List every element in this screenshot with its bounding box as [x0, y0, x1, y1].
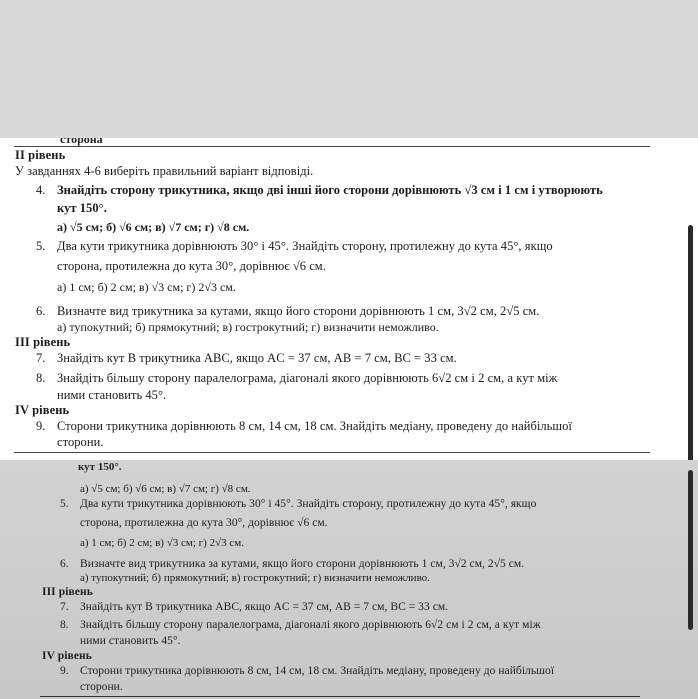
task-6-number: 6.	[36, 304, 46, 318]
task-4-line-2: кут 150°.	[57, 201, 107, 215]
instruction-text: У завданнях 4-6 виберіть правильний варіант відповіді.	[15, 164, 314, 178]
dim-task-5-line-2: сторона, протилежна до кута 30°, дорівнює √6 см.	[80, 517, 328, 529]
dim-task-6-answers: а) тупокутний; б) прямокутний; в) гострокутний; г) визначити неможливо.	[80, 572, 430, 584]
task-7-line-1: Знайдіть кут B трикутника ABC, якщо AC = 37 см, AB = 7 см, BC = 33 см.	[57, 351, 457, 365]
dim-task-8-number: 8.	[60, 619, 69, 631]
task-8-line-2: ними становить 45°.	[57, 388, 167, 402]
task-4-line-1: Знайдіть сторону трикутника, якщо дві інші його сторони дорівнюють √3 см і 1 см і утворюють	[57, 183, 603, 197]
task-4-number: 4.	[36, 183, 46, 197]
dim-cut-off-text: кут 150°.	[78, 461, 122, 473]
top-rule	[14, 146, 650, 147]
dim-task-5-line-1: Два кути трикутника дорівнюють 30° і 45°. Знайдіть сторону, протилежну до кута 45°, якщо	[80, 498, 537, 510]
dim-task-9-line-1: Сторони трикутника дорівнюють 8 см, 14 см, 18 см. Знайдіть медіану, проведену до найбільшої	[80, 665, 555, 677]
dim-task-5-answers: а) 1 см; б) 2 см; в) √3 см; г) 2√3 см.	[80, 537, 244, 549]
task-4-answers: а) √5 см; б) √6 см; в) √7 см; г) √8 см.	[57, 220, 250, 234]
dim-task-7-number: 7.	[60, 601, 69, 613]
cut-off-text: сторона	[60, 138, 103, 146]
dim-task-4-answers: а) √5 см; б) √6 см; в) √7 см; г) √8 см.	[80, 483, 251, 495]
task-8-line-1: Знайдіть більшу сторону паралелограма, діагоналі якого дорівнюють 6√2 см і 2 см, а кут між	[57, 371, 558, 385]
dim-task-9-number: 9.	[60, 665, 69, 677]
scrollbar-thumb-top[interactable]	[688, 225, 693, 465]
dim-task-5-number: 5.	[60, 498, 69, 510]
scrollbar-thumb-bottom[interactable]	[688, 470, 693, 630]
task-9-line-2: сторони.	[57, 435, 104, 449]
task-5-number: 5.	[36, 239, 46, 253]
task-5-line-2: сторона, протилежна до кута 30°, дорівнює √6 см.	[57, 259, 326, 273]
task-5-answers: а) 1 см; б) 2 см; в) √3 см; г) 2√3 см.	[57, 280, 236, 294]
dim-task-8-line-1: Знайдіть більшу сторону паралелограма, діагоналі якого дорівнюють 6√2 см і 2 см, а кут між	[80, 619, 541, 631]
dim-bottom-rule	[40, 696, 640, 697]
level-2-heading: II рівень	[15, 148, 66, 162]
dim-task-6-number: 6.	[60, 558, 69, 570]
task-6-answers: а) тупокутний; б) прямокутний; в) гострокутний; г) визначити неможливо.	[57, 320, 439, 334]
document-main-crop	[0, 138, 698, 460]
bottom-rule	[14, 452, 650, 453]
task-8-number: 8.	[36, 371, 46, 385]
level-3-heading: III рівень	[15, 335, 71, 349]
level-4-heading: IV рівень	[15, 403, 70, 417]
dim-task-8-line-2: ними становить 45°.	[80, 635, 181, 647]
dim-level-3-heading: III рівень	[42, 586, 93, 598]
task-9-number: 9.	[36, 419, 46, 433]
task-5-line-1: Два кути трикутника дорівнюють 30° і 45°. Знайдіть сторону, протилежну до кута 45°, якщо	[57, 239, 553, 253]
top-gray-area	[0, 0, 698, 138]
dim-level-4-heading: IV рівень	[42, 650, 92, 662]
document-dim-crop	[0, 460, 698, 699]
dim-task-7-line-1: Знайдіть кут B трикутника ABC, якщо AC = 37 см, AB = 7 см, BC = 33 см.	[80, 601, 449, 613]
task-6-line-1: Визначте вид трикутника за кутами, якщо його сторони дорівнюють 1 см, 3√2 см, 2√5 см.	[57, 304, 540, 318]
task-7-number: 7.	[36, 351, 46, 365]
dim-task-6-line-1: Визначте вид трикутника за кутами, якщо його сторони дорівнюють 1 см, 3√2 см, 2√5 см.	[80, 558, 525, 570]
dim-task-9-line-2: сторони.	[80, 681, 123, 693]
task-9-line-1: Сторони трикутника дорівнюють 8 см, 14 см, 18 см. Знайдіть медіану, проведену до найбільшої	[57, 419, 572, 433]
